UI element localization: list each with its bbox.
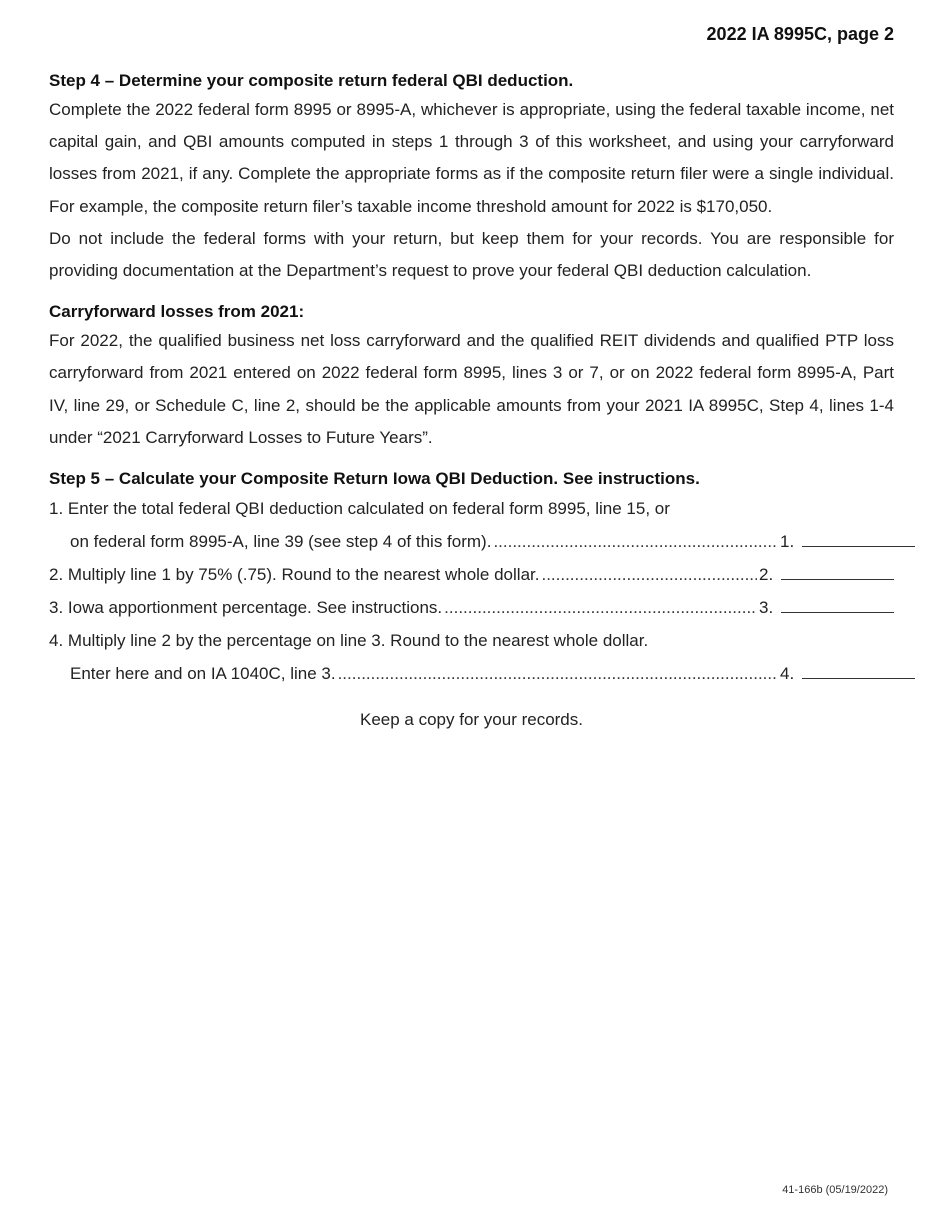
- line-4-entry-field[interactable]: [802, 664, 915, 679]
- form-content: [49, 68, 894, 730]
- line-4-text: Enter here and on IA 1040C, line 3.: [70, 664, 336, 684]
- line-prefix: 3.: [49, 598, 64, 618]
- line-prefix: 1.: [49, 499, 64, 519]
- step4-paragraph-1: Complete the 2022 federal form 8995 or 8995-A, whichever is appropriate, using the federal taxable income, net capital gain, and QBI amounts computed in steps 1 through 3 of this worksheet, and using your carryforward losses from 2021, if any. Complete the appropriate forms as if the composite return filer were a single individual. For example, the composite return filer’s taxable income threshold amount for 2022 is $170,050.: [49, 100, 894, 216]
- line-3-entry-field[interactable]: [781, 598, 894, 613]
- line-1-text-first: Enter the total federal QBI deduction calculated on federal form 8995, line 15, or: [67, 499, 670, 519]
- line-prefix: 2.: [49, 565, 64, 585]
- line-number: 3.: [759, 598, 774, 618]
- dot-leader: [493, 525, 778, 558]
- line-1-entry-field[interactable]: [802, 532, 915, 547]
- page-header: 2022 IA 8995C, page 2: [706, 24, 894, 44]
- step4-heading: Step 4 – Determine your composite return federal QBI deduction.: [49, 71, 574, 90]
- step5-line-1: [49, 492, 894, 558]
- line-number: 2.: [759, 565, 774, 585]
- line-4-text-first: Multiply line 2 by the percentage on line 3. Round to the nearest whole dollar.: [67, 631, 649, 651]
- carryforward-heading: Carryforward losses from 2021:: [49, 302, 305, 322]
- carryforward-paragraph: For 2022, the qualified business net loss carryforward and the qualified REIT dividends and qualified PTP loss carryforward from 2021 entered on 2022 federal form 8995, lines 3 or 7, or on 2022 federal form 8995-A, Part IV, line 29, or Schedule C, line 2, should be the applicable amounts from your 2021 IA 8995C, Step 4, lines 1-4 under “2021 Carryforward Losses to Future Years”.: [49, 331, 894, 447]
- dot-leader: [444, 591, 757, 624]
- step4-paragraph-2: Do not include the federal forms with your return, but keep them for your records. You are responsible for providing documentation at the Department’s request to prove your federal QBI deduction calculation.: [49, 228, 894, 281]
- line-2-text: Multiply line 1 by 75% (.75). Round to the nearest whole dollar.: [67, 565, 540, 585]
- step5-line-3: [49, 591, 894, 624]
- form-id: 41-166b (05/19/2022): [782, 1184, 888, 1196]
- keep-copy-note: Keep a copy for your records.: [359, 710, 583, 730]
- step5-line-2: [49, 558, 894, 591]
- line-3-text: Iowa apportionment percentage. See instructions.: [67, 598, 443, 618]
- line-number: 1.: [780, 532, 795, 552]
- line-2-entry-field[interactable]: [781, 565, 894, 580]
- dot-leader: [338, 657, 778, 690]
- step5-line-4: [49, 624, 894, 690]
- dot-leader: [541, 558, 757, 591]
- step5-heading: Step 5 – Calculate your Composite Return Iowa QBI Deduction. See instructions.: [49, 469, 700, 489]
- line-number: 4.: [780, 664, 795, 684]
- line-prefix: 4.: [49, 631, 64, 651]
- line-1-text: on federal form 8995-A, line 39 (see step 4 of this form).: [70, 532, 492, 552]
